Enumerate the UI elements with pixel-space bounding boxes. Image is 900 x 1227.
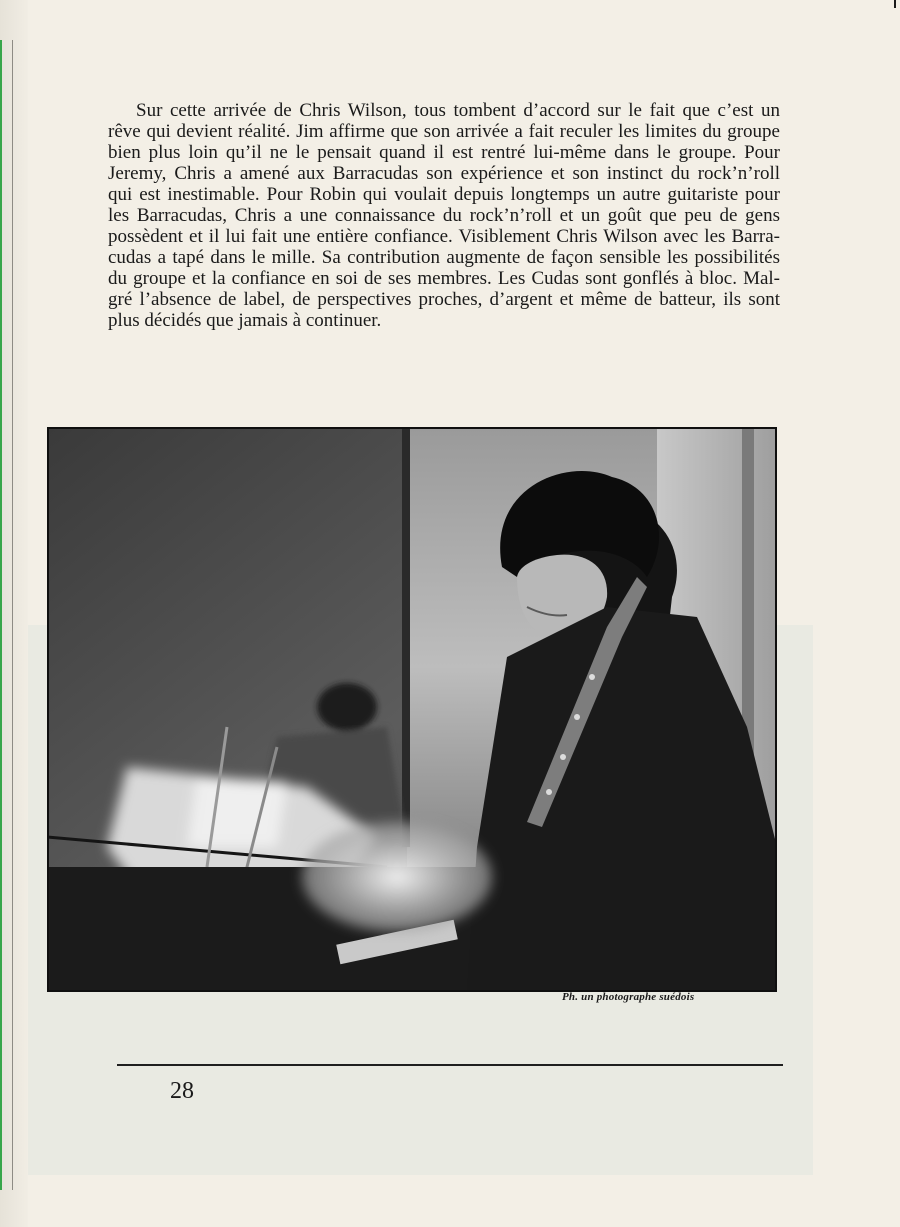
article-line: du groupe et la confiance en soi de ses membres. Les Cudas sont gonflés à bloc. Mal-	[108, 268, 780, 289]
article-line: les Barracudas, Chris a une connaissance du rock’n’roll et un goût que peu de gens	[108, 205, 780, 226]
article-line: Sur cette arrivée de Chris Wilson, tous tombent d’accord sur le fait que c’est un	[136, 100, 780, 121]
photo-caption: Ph. un photographe suédois	[562, 991, 695, 1003]
article-line: cudas a tapé dans le mille. Sa contribution augmente de façon sensible les possibilités	[108, 247, 780, 268]
binding-line	[12, 40, 13, 1190]
article-line: qui est inestimable. Pour Robin qui voulait depuis longtemps un autre guitariste pour	[108, 184, 780, 205]
page-number: 28	[170, 1078, 194, 1104]
article-paragraph	[108, 100, 780, 331]
article-line: Jeremy, Chris a amené aux Barracudas son expérience et son instinct du rock’n’roll	[108, 163, 780, 184]
page-spine	[0, 0, 28, 1227]
article-line: rêve qui devient réalité. Jim affirme que son arrivée a fait reculer les limites du groupe	[108, 121, 780, 142]
article-line: bien plus loin qu’il ne le pensait quand il est rentré lui-même dans le groupe. Pour	[108, 142, 780, 163]
article-line: plus décidés que jamais à continuer.	[108, 310, 382, 331]
green-page-edge	[0, 40, 2, 1190]
corner-mark	[894, 0, 896, 8]
footer-rule	[117, 1064, 783, 1066]
article-line: possèdent et il lui fait une entière confiance. Visiblement Chris Wilson avec les Barra-	[108, 226, 780, 247]
band-photograph	[47, 427, 777, 992]
article-line: gré l’absence de label, de perspectives proches, d’argent et même de batteur, ils sont	[108, 289, 780, 310]
